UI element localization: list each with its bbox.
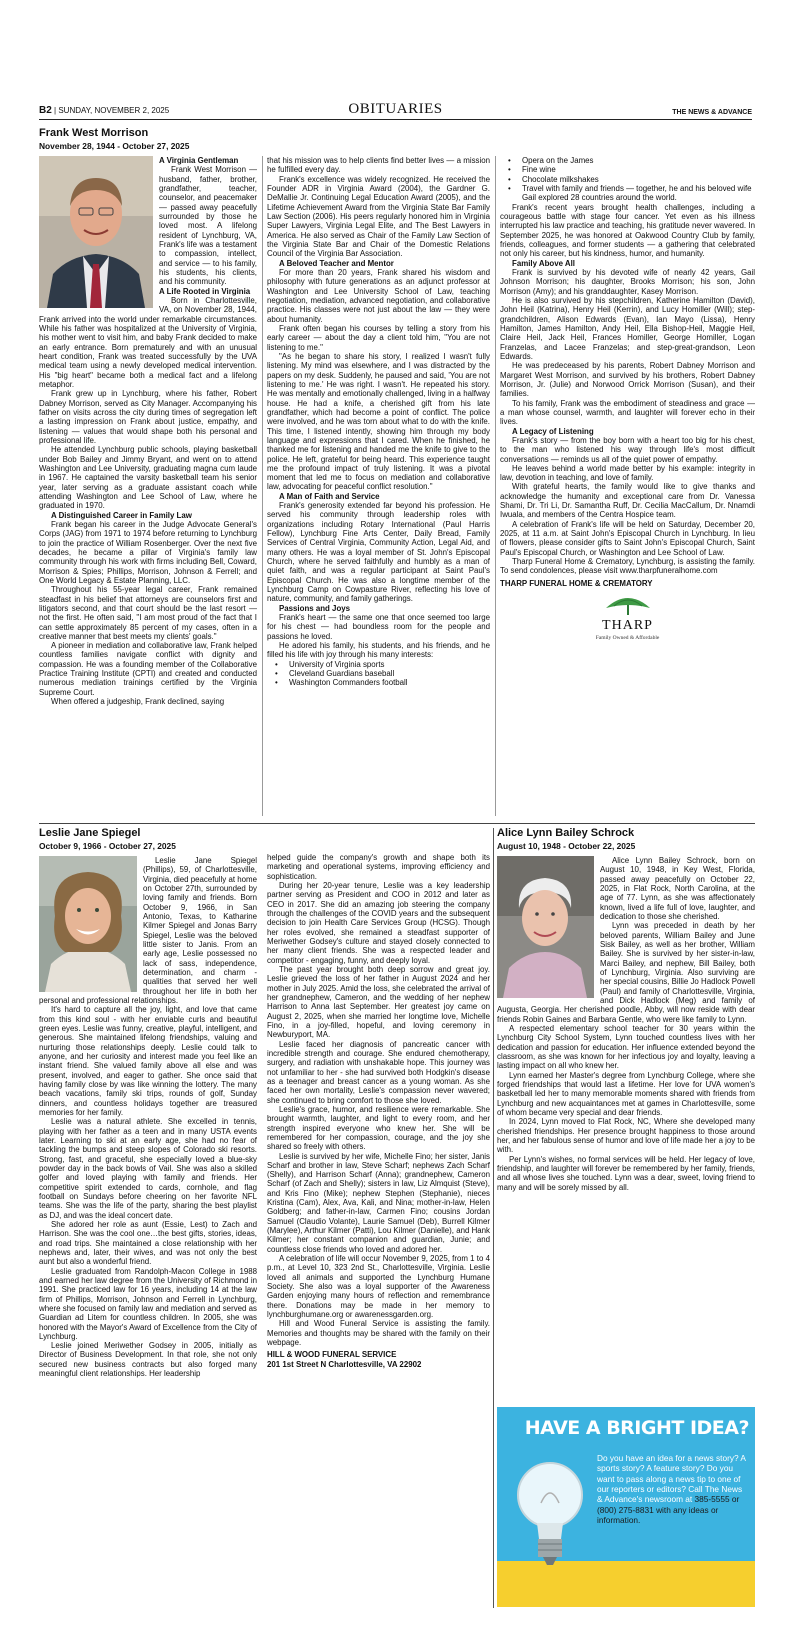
paragraph: Alice Lynn Bailey Schrock, born on August 10, 1948, in Key West, Florida, passed away peacefully on October 22, 2025, in Flat Rock, North Carolina, at the age of 77. Lynn, as she was affectionately known, lived a life full of love, laughter, and dedication to those she cherished. [600, 856, 755, 922]
section-title: OBITUARIES [348, 101, 443, 117]
logo-word: THARP [602, 618, 653, 634]
obituary-body [267, 853, 490, 1347]
logo-tagline: Family Owned & Affordable [595, 634, 660, 641]
paragraph: A respected elementary school teacher for 30 years within the Lynchburg City School System, Lynn touched countless lives with her dedication and passion for education. Her influence extended beyond the classroom, as she was known for her infectious joy and loyalty, leaving a lasting impact on all who knew her. [497, 1024, 755, 1071]
paragraph: Frank grew up in Lynchburg, where his father, Robert Dabney Morrison, served as City Manager. Accompanying his father on visits across the city during times of segregation left a lasting impression on Frank about justice, empathy, and listening — values that would shape both his personal and professional life. [39, 389, 257, 445]
list-item: • Cleveland Guardians baseball [289, 669, 490, 678]
list-item: • Travel with family and friends — together, he and his beloved wife Gail explored 28 countries around the world. [522, 184, 755, 203]
obituary-dates: August 10, 1948 - October 22, 2025 [497, 841, 636, 852]
subheading: A Distinguished Career in Family Law [51, 510, 192, 520]
newsroom-phone: 385-5555 or (800) 275-8831 [597, 1494, 740, 1515]
portrait-photo [39, 856, 137, 992]
paragraph: Throughout his 55-year legal career, Frank remained steadfast in his belief that attorneys are counselors first and litigators second, and that court should be the last resort — not the first. He often said, "I am most proud of the fact that I can settle approximately 85 percent of my cases, often in a creative manner that best meets my clients' goals." [39, 585, 257, 641]
column-divider [262, 156, 263, 816]
paragraph: He is also survived by his stepchildren, Katherine Hamilton (David), John Heil (Katrina), Henry Heil (Kerrin), and Lucy Homiller (Will); step-grandchildren, Alison Edwards (Evan), Ian Mayo (Lissa), Henry Hamilton, James Hamilton, Andy Heil, Ella Bishop-Heil, Maggie Heil, Claire Heil, Jack Heil, Frances Homiller, George Homiller, Logan Franzelas, and Lacee Franzelas; and step-great-grandson, Leon Edwards. [500, 295, 755, 361]
paragraph: Leslie's grace, humor, and resilience were remarkable. She brought warmth, laughter, and light to every room, and her strength inspired everyone who knew her. She will be remembered for her compassion, courage, and the joy she shared so freely with others. [267, 1104, 490, 1152]
page-number: B2 [39, 105, 52, 116]
paragraph: For more than 20 years, Frank shared his wisdom and philosophy with future generations as an adjunct professor at Washington and Lee University School of Law, teaching negotiation, mediation, advanced negotiation, and collaborative practice. His classes were not just about the law — they were about humanity. [267, 267, 490, 324]
obituary-body [267, 156, 490, 660]
frank-obituary-col2 [267, 156, 490, 818]
ad-headline: HAVE A BRIGHT IDEA? [524, 1417, 749, 1439]
paragraph: Leslie joined Meriwether Godsey in 2005, initially as Director of Business Development. In that role, she not only secured new business contracts but also forged many meaningful client relationships. Her leadership [39, 1341, 257, 1379]
subheading: A Man of Faith and Service [279, 491, 380, 501]
list-item: • Opera on the James [522, 156, 755, 165]
paragraph: Tharp Funeral Home & Crematory, Lynchburg, is assisting the family. To send condolences, please visit www.tharpfuneralhome.com [500, 557, 755, 576]
paragraph: It's hard to capture all the joy, light, and love that came from this kind soul - with her enviable curls and beautiful green eyes. Leslie was funny, creative, playful, intelligent, and generous. She maintained lifelong friendships, valuing and nurturing those relationships deeply. Leslie could talk to anyone, and her curiosity and interest made you feel like an instant friend. She valued family above all else and was present, involved, and eager to gather. She once said that having family close by was like winning the lottery. The many beach vacations, family ski trips, rounds of golf, Sunday dinners, and countless holidays together are treasured memories for her family. [39, 1005, 257, 1117]
paragraph: helped guide the company's growth and shape both its marketing and operational systems, improving efficiency and sophistication. [267, 853, 490, 881]
paragraph: Frank's heart — the same one that once seemed too large for his chest — had boundless room for the people and passions he loved. [267, 613, 490, 641]
paragraph: Leslie Jane Spiegel (Phillips), 59, of Charlottesville, Virginia, died peacefully at home on October 27th, surrounded by loving family and friends. Born October 9, 1966, in San Antonio, Texas, to Katharine Kilmer Spiegel and Jonas Barry Spiegel, Leslie was the beloved little sister to Janis. From an early age, Leslie possessed no lack of sass, independence, determination, and charm - qualities that served her well throughout her life in both her personal and professional relationships. [39, 856, 257, 1006]
paragraph: Leslie was a natural athlete. She excelled in tennis, playing with her father as a teen and in many USTA events later. Learning to ski at an early age, she had no fear of tackling the bumps and steep slopes of Colorado ski resorts. Strong, fast, and graceful, she especially loved a blue-sky powder day in the back bowls of Vail. She was also a skilled golfer and loved playing with family and friends. Her competitive spirit extended to cards, cornhole, and flag football on Sundays before cheering on her favorite NFL teams. She was the life of the party, sharing the best playlist as DJ, and was the ideal concert date. [39, 1117, 257, 1220]
subheading: Family Above All [512, 258, 575, 268]
interests-list [522, 156, 755, 203]
funeral-home-name: HILL & WOOD FUNERAL SERVICE [267, 1350, 397, 1360]
paragraph: With grateful hearts, the family would like to give thanks and acknowledge the humanity and exceptional care from Dr. Vanessa Shami, Dr. Tri Li, Dr. Samantha Ruff, Dr. Cecilia MacCallum, Dr. Nnamdi Iwuala, and members of the Centra Hospice team. [500, 482, 755, 520]
paragraph: Per Lynn's wishes, no formal services will be held. Her legacy of love, friendship, and laughter will forever be remembered by her family, friends, and all whose lives she touched. Lynn was a dear, sweet, loving friend to many and will be sorely missed by all. [497, 1154, 755, 1192]
alice-obituary [497, 827, 755, 1401]
frank-obituary-col1 [39, 127, 257, 817]
obituary-dates: October 9, 1966 - October 27, 2025 [39, 841, 176, 852]
list-item: • University of Virginia sports [289, 660, 490, 669]
list-item: • Washington Commanders football [289, 678, 490, 687]
paragraph: Lynn was preceded in death by her beloved parents, William Bailey and June Sisk Bailey, as well as her brother, William Bailey. She is survived by her sister-in-law, Marci Bailey, and nephew, Bill Bailey, both of Lynchburg, Virginia. Also surviving are her special cousins, Billie Jo Hadlock Powell (Paul) and family of Charlottesville, Virginia, and Dick Hadlock (Meg) and family of Augusta, Georgia. Her cherished poodle, Abby, will now reside with dear friends Robin Gaines and Barbara Gentle, who were like family to Lynn. [497, 921, 755, 1024]
paragraph: Leslie is survived by her wife, Michelle Fino; her sister, Janis Scharf and brother in law, Steve Scharf; nephews Zach Scharf (Shelly), and Harrison Scharf (Anna); grandnephew, Cameron Scharf (of Zach and Shelly); sisters in law, Liz Almquist (Steve), and Kris Fino (Mike); nephew Stephen (Stephanie), nieces Kristina (Cam), Alex, Ava, Kali, and Nina; mother-in-law, Helen Goldberg; and father-in-law, Carmen Fino; cousins Jordan Samuel (Claudio Volante), Laurie Samuel (Deb), Burrell Kilmer (Marylee), Arthur Kilmer (Patti), Lou Kilmer (Danielle), and Hank Kilmer; her constant companion and guardian, Junie; and countless close friends who loved and adored her. [267, 1151, 490, 1254]
page-header: B2 | SUNDAY, NOVEMBER 2, 2025 OBITUARIES THE NEWS & ADVANCE [39, 100, 752, 120]
subheading: A Legacy of Listening [512, 426, 594, 436]
paragraph: He attended Lynchburg public schools, playing basketball under Bob Bailey and Jimmy Bryant, and went on to attend Washington and Lee University, graduating magna cum laude in 1967. He captained the varsity basketball team his senior year, later serving as a graduate assistant coach while attending Washington and Lee School of Law, where he graduated in 1970. [39, 445, 257, 511]
paragraph: She adored her role as aunt (Essie, Lest) to Zach and Harrison. She was the cool one…the best gifts, stories, ideas, and road trips. She maintained a close relationship with her nephews and, later, their wives, and was not only the best aunt but also a wonderful friend. [39, 1219, 257, 1267]
paragraph: When offered a judgeship, Frank declined, saying [51, 697, 225, 707]
funeral-home-name: THARP FUNERAL HOME & CREMATORY [500, 578, 653, 588]
bright-idea-ad [497, 1407, 755, 1607]
column-divider [493, 828, 494, 1608]
paragraph: Frank West Morrison — husband, father, brother, grandfather, teacher, counselor, and peacemaker — passed away peacefully surrounded by those he loved most. A lifelong resident of Lynchburg, VA, Frank's life was a testament to compassion, intellect, and service — to his family, his students, his clients, and his community. [159, 165, 257, 287]
paragraph: "As he began to share his story, I realized I wasn't fully listening. My mind was elsewhere, and I was distracted by the papers on my desk. Suddenly, he paused and said, 'You are not listening to me.' He was right. I wasn't. He repeated his story. He was mentally and emotionally challenged, living in a halfway house. He had a knife, a cherished gift from his late grandfather, which had become a point of conflict. The police were involved, and he was torn about what to do with the knife. This time, I listened intently, showing him through my body language and expressions that I cared. When he finished, he thanked me for listening and handed me the knife to give to the police. He left, grateful for being heard. This experience taught me the profound impact of truly listening. It was a pivotal moment that led me to focus on mediation and collaborative law, advocating for peaceful conflict resolution." [267, 351, 490, 492]
paragraph: Frank often began his courses by telling a story from his early career — about the day a client told him, "You are not listening to me." [267, 323, 490, 352]
issue-date: SUNDAY, NOVEMBER 2, 2025 [58, 106, 170, 115]
paragraph: Lynn earned her Master's degree from Lynchburg College, where she forged friendships that would last a lifetime. Her love for UVA women's basketball led her to many memorable moments shared with friends from Lynchburg and new acquaintances met at games in Charlottesville, some of whom became very special and dear friends. [497, 1070, 755, 1117]
list-item: • Fine wine [522, 165, 755, 174]
frank-obituary-col3 [500, 156, 755, 821]
paragraph: Frank's generosity extended far beyond his profession. He served his community through leadership roles with organizations including Rotary International (Paul Harris Fellow), Lynchburg Fine Arts Center, Daily Bread, Family Services of Central Virginia, Community Action, Legal Aid, and many others. He was a loyal member of St. John's Episcopal Church, where he served faithfully and humbly as a man of quiet faith, and was a regular participant at Saint Paul's Episcopal Church. He was also a longtime member of the Lynchburg Camp on Cowpasture River, reflecting his love of nature, community, and family gatherings. [267, 501, 490, 604]
ad-text: Do you have an idea for a news story? A sports story? A feature story? Do you want to pass along a news tip to one of our reporters or editors? Call The News & Advance's newsroom at 385-5555 or (800) 275-8831 with any ideas or information. [597, 1453, 746, 1526]
paragraph: To his family, Frank was the embodiment of steadiness and grace — a man whose counsel, warmth, and laughter will forever echo in their lives. [500, 398, 755, 427]
paragraph: He adored his family, his students, and his friends, and he filled his life with joy through his many interests: [267, 641, 490, 660]
subheading: A Life Rooted in Virginia [159, 286, 251, 296]
lightbulb-icon [511, 1443, 589, 1593]
paragraph: The past year brought both deep sorrow and great joy. Leslie grieved the loss of her father in August 2024 and her mother in July 2025. Amid the loss, she celebrated the arrival of her grandnephew, Cameron, and the wedding of her nephew Harrison to Anna last September. Her greatest joy came on August 2, 2025, when she married her longtime love, Michelle Fino, in a joy-filled, hopeful, and loving ceremony in Newburyport, MA. [267, 964, 490, 1040]
paragraph: Leslie graduated from Randolph-Macon College in 1988 and earned her law degree from the University of Richmond in 1991. She practiced law for 16 years, including 14 at the law firm of Phillips, Morrison, Johnson and Ferrell in Lynchburg, where she focused on family law and mediation and served as Guardian ad Litem for countless children. In 2005, she was honored with the Mayor's Award of Excellence from the City of Lynchburg. [39, 1266, 257, 1341]
paragraph: A celebration of Frank's life will be held on Saturday, December 20, 2025, at 11 a.m. at Saint John's Episcopal Church in Lynchburg. In lieu of flowers, please consider gifts to Saint John's Episcopal Church, Saint Paul's Episcopal Church, or Washington and Lee School of Law. [500, 519, 755, 557]
paragraph: Frank is survived by his devoted wife of nearly 42 years, Gail Johnson Morrison; his daughter, Brooks Morrison; his son, John Morrison (Amy); and his granddaughter, Kasey Morrison. [500, 267, 755, 296]
funeral-home-address: 201 1st Street N Charlottesville, VA 22902 [267, 1359, 422, 1369]
obituary-dates: November 28, 1944 - October 27, 2025 [39, 141, 190, 152]
paragraph: Frank began his career in the Judge Advocate General's Corps (JAG) from 1971 to 1974 before returning to Lynchburg to join the practice of William Rosenberger. Over the next five decades, he became a pillar of Virginia's family law community through his work with firms including Bell, Coward, Morrison & Spies; Phillips, Morrison, Johnson & Ferrell; and One World Legacy & Estate Planning, LLC. [39, 519, 257, 585]
obituary-body [500, 203, 755, 576]
subheading: Passions and Joys [279, 603, 351, 613]
subheading: A Beloved Teacher and Mentor [279, 258, 394, 268]
portrait-photo [39, 156, 153, 308]
tree-icon [600, 594, 656, 616]
leslie-obituary-col1 [39, 827, 257, 1609]
paragraph: Leslie faced her diagnosis of pancreatic cancer with incredible strength and courage. She endured chemotherapy, surgery, and radiation with unshakable hope. This journey was not unfamiliar to her - she had survived both Hodgkin's disease as a teenager and breast cancer as a young woman. As she faced her own mortality, Leslie's compassion never wavered; she continued to bring comfort to those she loved. [267, 1039, 490, 1105]
column-divider [495, 156, 496, 816]
leslie-obituary-col2 [267, 853, 490, 1611]
paragraph: Born in Charlottesville, VA, on November 28, 1944, Frank arrived into the world under remarkable circumstances. While his father was hospitalized at the University of Virginia, his mother went to visit him, and baby Frank decided to make an early entrance. Born prematurely and with an unusual heart condition, Frank was treated successfully by the UVA medical team using a newly developed medical intervention. His "big heart" became both a medical fact and a lifelong metaphor. [39, 296, 257, 389]
paragraph: Frank's story — from the boy born with a heart too big for his chest, to the man who listened his way through life's most difficult conversations — reminds us all of the quiet power of empathy. [500, 435, 755, 464]
paragraph: that his mission was to help clients find better lives — a mission he fulfilled every day. [267, 156, 490, 175]
paragraph: A celebration of life will occur November 9, 2025, from 1 to 4 p.m., at Level 10, 323 2nd St., Charlottesville, Virginia. Leslie loved all animals and supported the Lynchburg Humane Society. She also was a loyal supporter of the Awareness Garden enjoying many hours of reflection and remembrance there. Donations may be made in her memory to lynchburghumane.org or awarenessgarden.org. [267, 1254, 490, 1320]
interests-list [289, 660, 490, 688]
obituary-name: Alice Lynn Bailey Schrock [497, 827, 635, 839]
paragraph: During her 20-year tenure, Leslie was a key leadership partner serving as President and COO in 2012 and later as CEO in 2017. She did an amazing job steering the company through the challenges of the COVID years and the subsequent decision to join Health Care Services Group (HCSG). Though her roles evolved, she remained a steadfast supporter of Meriwether Godsey's culture and stayed closely connected to her many client friends. She was a respected leader and competitor - engaging, funny, and deeply loyal. [267, 880, 490, 965]
subheading: A Virginia Gentleman [159, 156, 239, 166]
paragraph: He leaves behind a world made better by his example: integrity in law, devotion in teaching, and love of family. [500, 463, 755, 483]
section-divider [39, 823, 755, 824]
obituary-name: Leslie Jane Spiegel [39, 827, 141, 839]
paragraph: Frank's excellence was widely recognized. He received the Founder ADR in Virginia Award (2004), the Gardner G. DeMallie Jr. Continuing Legal Education Award (2005), and the Lifetime Achievement Award from the Virginia State Bar Family Law Section (2006). His peers regularly honored him in Virginia Super Lawyers, Virginia Legal Elite, and The Best Lawyers in America. He also served as Chair of the Family Law Section of the Virginia State Bar and Chair of the Domestic Relations Council of the Virginia Bar Association. [267, 174, 490, 259]
newspaper-name: THE NEWS & ADVANCE [672, 109, 752, 116]
list-item: • Chocolate milkshakes [522, 175, 755, 184]
obituary-name: Frank West Morrison [39, 127, 149, 139]
paragraph: He was predeceased by his parents, Robert Dabney Morrison and Margaret West Morrison, and survived by his brothers, Robert Dabney Morrison, Jr. (Julie) and Norwood Orrick Morrison (Susan), and their families. [500, 361, 755, 399]
paragraph: In 2024, Lynn moved to Flat Rock, NC, Where she developed many cherished friendships. Her presence brought happiness to those around her, and her fabulous sense of humor and love of life made her a joy to be with. [497, 1117, 755, 1155]
paragraph: A pioneer in mediation and collaborative law, Frank helped countless families navigate conflict with dignity and compassion. He was a founding member of the Collaborative Practice Training Institute (CPTI) and created and conducted numerous mediation trainings certified by the Virginia Supreme Court. [39, 641, 257, 697]
paragraph: Frank's recent years brought health challenges, including a courageous battle with stage four cancer. Yet even as his illness interrupted his law practice and teaching, his gratitude never wavered. In September 2025, he was honored at Oakwood Country Club by family, friends, colleagues, and former students — a gathering that celebrated not only his career, but his kindness, humor, and humanity. [500, 202, 755, 259]
paragraph: Hill and Wood Funeral Service is assisting the family. Memories and thoughts may be shared with the family on their webpage. [267, 1319, 490, 1348]
tharp-logo [573, 594, 683, 641]
portrait-photo [497, 856, 594, 998]
